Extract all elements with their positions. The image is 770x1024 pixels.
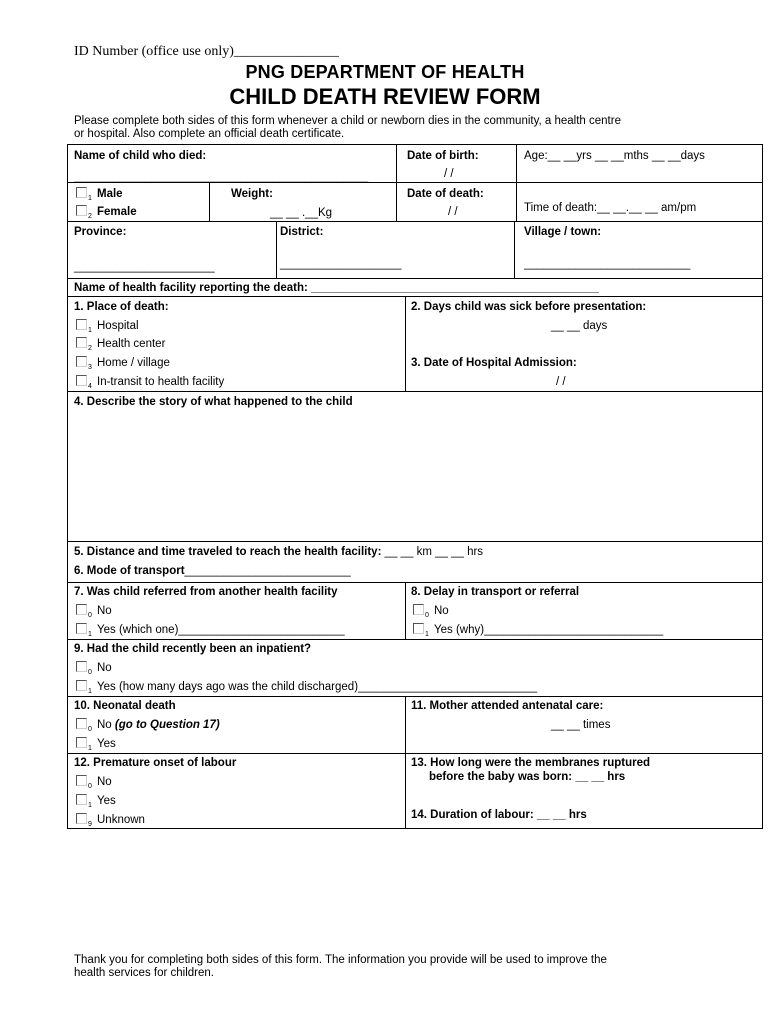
q8-no-code: 0: [425, 612, 429, 619]
q12-yes-checkbox[interactable]: [76, 794, 87, 805]
q4-story-area[interactable]: [74, 411, 754, 537]
child-name-label: Name of child who died:: [74, 150, 207, 162]
footer-line-2: health services for children.: [74, 967, 214, 979]
facility-label-text: Name of health facility reporting the death:: [74, 282, 312, 294]
facility-field[interactable]: _____________________________________________: [311, 282, 599, 294]
q1-hospital-label: Hospital: [97, 320, 139, 332]
q12-yes-label: Yes: [97, 795, 116, 807]
q7-yes-code: 1: [88, 631, 92, 638]
instructions-line-1: Please complete both sides of this form whenever a child or newborn dies in the community, a health centre: [74, 115, 621, 127]
q1-in-transit-checkbox[interactable]: [76, 375, 87, 386]
q7-label: 7. Was child referred from another health facility: [74, 586, 338, 598]
q14-field[interactable]: 14. Duration of labour: __ __ hrs: [411, 809, 587, 821]
female-code: 2: [88, 213, 92, 220]
q12-no-code: 0: [88, 783, 92, 790]
q1-home-checkbox[interactable]: [76, 356, 87, 367]
q6-label-text: 6. Mode of transport: [74, 565, 185, 577]
q7-yes-checkbox[interactable]: [76, 623, 87, 634]
q8-no-checkbox[interactable]: [413, 604, 424, 615]
department-heading: PNG DEPARTMENT OF HEALTH: [245, 62, 525, 82]
q7-yes-label[interactable]: Yes (which one)__________________________: [97, 624, 345, 636]
male-checkbox[interactable]: [76, 187, 87, 198]
id-number-line: ID Number (office use only)_______________: [74, 44, 339, 59]
q11-field[interactable]: __ __ times: [551, 719, 611, 731]
form-title: CHILD DEATH REVIEW FORM: [229, 84, 541, 109]
dod-field[interactable]: / /: [448, 206, 458, 218]
q1-health-center-checkbox[interactable]: [76, 337, 87, 348]
village-label: Village / town:: [524, 226, 602, 238]
q12-unknown-code: 9: [88, 821, 92, 828]
q10-no-code: 0: [88, 726, 92, 733]
q11-label: 11. Mother attended antenatal care:: [411, 700, 604, 712]
q1-health-center-label: Health center: [97, 338, 166, 350]
q10-yes-checkbox[interactable]: [76, 737, 87, 748]
age-field[interactable]: Age:__ __yrs __ __mths __ __days: [524, 150, 705, 162]
q5-label: [74, 545, 483, 559]
q10-label: 10. Neonatal death: [74, 700, 176, 712]
q1-hospital-checkbox[interactable]: [76, 319, 87, 330]
facility-label: [74, 281, 599, 295]
male-label: Male: [97, 188, 123, 200]
form-table: [67, 144, 763, 829]
q10-no-text: No: [97, 719, 112, 731]
q9-yes-label[interactable]: Yes (how many days ago was the child discharged)____________________________: [97, 681, 538, 693]
footer-note: [74, 954, 714, 980]
province-label: Province:: [74, 226, 127, 238]
q1-in-transit-code: 4: [88, 383, 92, 390]
q2-label: 2. Days child was sick before presentation:: [411, 301, 647, 313]
q9-label: 9. Had the child recently been an inpatient?: [74, 643, 312, 655]
q2-field[interactable]: __ __ days: [551, 320, 608, 332]
instructions-line-2: or hospital. Also complete an official death certificate.: [74, 128, 345, 140]
q9-yes-code: 1: [88, 688, 92, 695]
q10-skip-note: (go to Question 17): [114, 719, 220, 731]
weight-label: Weight:: [231, 188, 273, 200]
q6-field[interactable]: __________________________: [184, 565, 351, 577]
q8-yes-checkbox[interactable]: [413, 623, 424, 634]
q10-yes-label: Yes: [97, 738, 116, 750]
q9-no-code: 0: [88, 669, 92, 676]
q5-field[interactable]: __ __ km __ __ hrs: [381, 546, 484, 558]
q8-label: 8. Delay in transport or referral: [411, 586, 580, 598]
q12-label: 12. Premature onset of labour: [74, 757, 237, 769]
q1-hospital-code: 1: [88, 327, 92, 334]
q6-label: [74, 564, 351, 578]
q12-unknown-label: Unknown: [97, 814, 145, 826]
q4-label: 4. Describe the story of what happened to the child: [74, 396, 353, 408]
q1-in-transit-label: In-transit to health facility: [97, 376, 225, 388]
q5-label-text: 5. Distance and time traveled to reach the health facility:: [74, 546, 382, 558]
q3-label: 3. Date of Hospital Admission:: [411, 357, 577, 369]
q7-no-checkbox[interactable]: [76, 604, 87, 615]
weight-field[interactable]: __ __ .__Kg: [270, 207, 333, 219]
q8-no-label: No: [434, 605, 449, 617]
q13-field[interactable]: before the baby was born: __ __ hrs: [429, 771, 626, 783]
q12-yes-code: 1: [88, 802, 92, 809]
dob-label: Date of birth:: [407, 150, 479, 162]
q12-no-checkbox[interactable]: [76, 775, 87, 786]
q1-home-code: 3: [88, 364, 92, 371]
village-field[interactable]: __________________________: [524, 258, 691, 270]
q12-unknown-checkbox[interactable]: [76, 813, 87, 824]
female-checkbox[interactable]: [76, 205, 87, 216]
q10-no-label: [97, 718, 220, 732]
female-label: Female: [97, 206, 137, 218]
q9-no-checkbox[interactable]: [76, 661, 87, 672]
footer-line-1: Thank you for completing both sides of this form. The information you provide will be used to improve the: [74, 954, 607, 966]
male-code: 1: [88, 195, 92, 202]
q12-no-label: No: [97, 776, 112, 788]
q10-no-checkbox[interactable]: [76, 718, 87, 729]
child-name-field[interactable]: ______________________________________________: [74, 171, 369, 183]
district-field[interactable]: ___________________: [280, 258, 402, 270]
dod-label: Date of death:: [407, 188, 484, 200]
q1-home-label: Home / village: [97, 357, 170, 369]
dob-field[interactable]: / /: [444, 168, 454, 180]
q8-yes-label[interactable]: Yes (why)____________________________: [434, 624, 664, 636]
q3-field[interactable]: / /: [556, 376, 566, 388]
q9-yes-checkbox[interactable]: [76, 680, 87, 691]
q1-health-center-code: 2: [88, 345, 92, 352]
q7-no-label: No: [97, 605, 112, 617]
q8-yes-code: 1: [425, 631, 429, 638]
q13-label: 13. How long were the membranes ruptured: [411, 757, 650, 769]
instructions: [74, 115, 714, 141]
time-of-death-field[interactable]: Time of death:__ __.__ __ am/pm: [524, 202, 697, 214]
q7-no-code: 0: [88, 612, 92, 619]
q9-no-label: No: [97, 662, 112, 674]
province-field[interactable]: ______________________: [74, 261, 215, 273]
q10-yes-code: 1: [88, 745, 92, 752]
q1-label: 1. Place of death:: [74, 301, 169, 313]
district-label: District:: [280, 226, 324, 238]
